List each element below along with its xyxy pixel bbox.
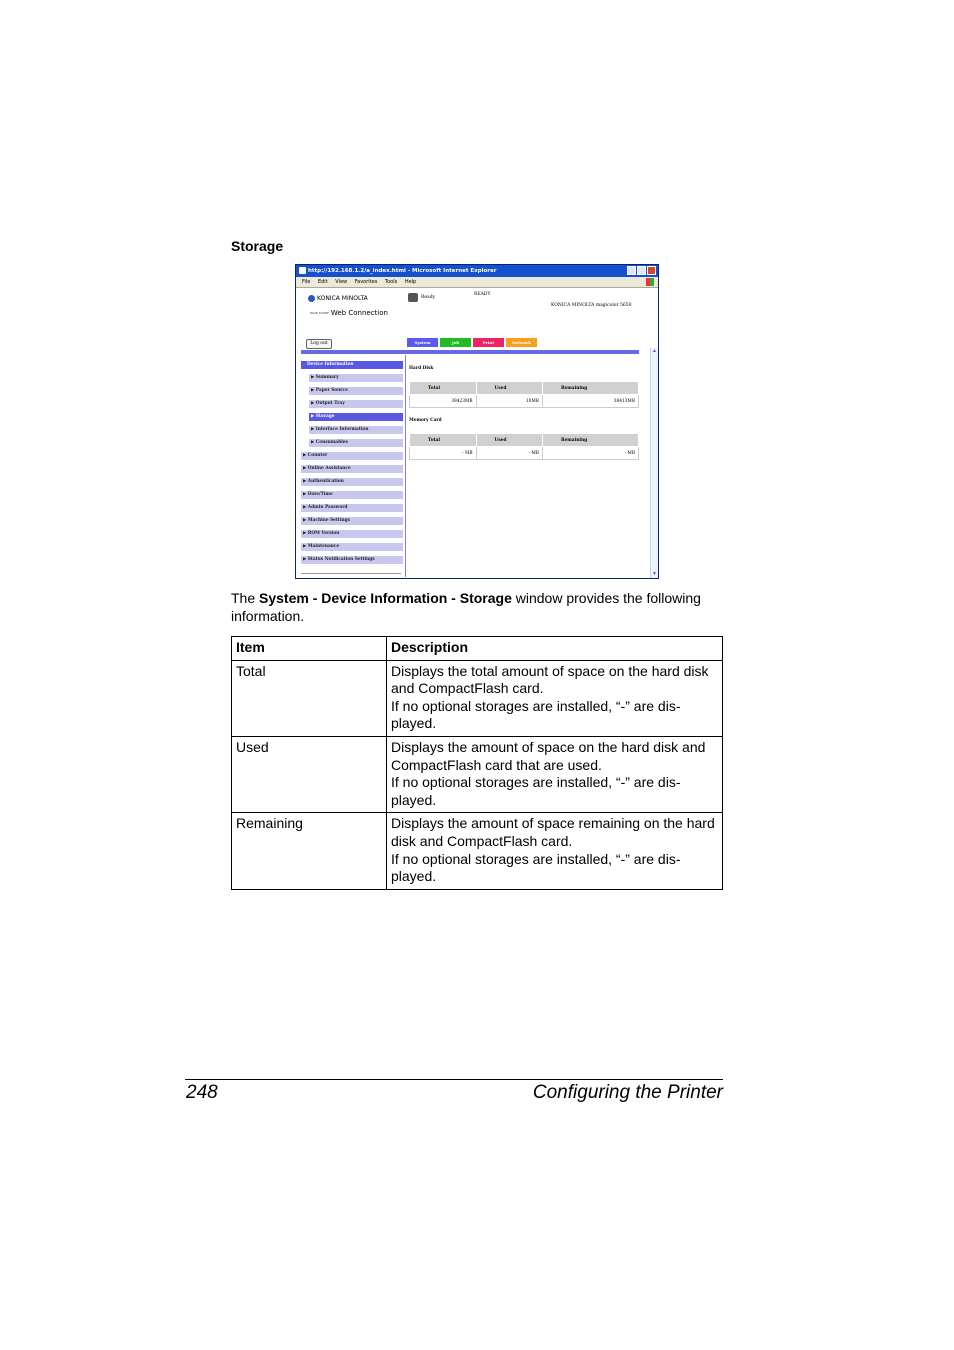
hd-total-value: 38423MB — [410, 395, 477, 408]
description-line: If no optional storages are installed, “-” are dis- — [391, 697, 681, 714]
nav-item-device-information[interactable]: Device Information — [301, 361, 403, 369]
header-item: Item — [232, 637, 387, 661]
logout-button[interactable]: Log out — [306, 339, 332, 349]
item-cell: Total — [232, 660, 387, 736]
description-line: CompactFlash card that are used. — [391, 756, 602, 773]
web-connection-logo — [310, 309, 388, 317]
globe-icon — [308, 295, 315, 302]
nav-item-summary[interactable]: ▶ Summary — [309, 374, 403, 382]
nav-item-storage[interactable]: ▶ Storage — [309, 413, 403, 421]
hd-header-used: Used — [476, 382, 542, 395]
nav-item-paper-source[interactable]: ▶ Paper Source — [309, 387, 403, 395]
mc-used-value: - MB — [476, 447, 542, 460]
nav-item-consumables[interactable]: ▶ Consumables — [309, 439, 403, 447]
nav-item-date-time[interactable]: ▶ Date/Time — [301, 491, 403, 499]
minimize-icon[interactable] — [627, 266, 636, 275]
window-title: http://192.168.1.2/a_index.html - Microsoft Internet Explorer — [308, 268, 497, 274]
description-line: played. — [391, 868, 437, 885]
menu-file[interactable]: File — [302, 279, 311, 285]
description-line: Displays the amount of space on the hard disk and — [391, 738, 706, 755]
memory-card-title: Memory Card — [409, 418, 442, 423]
chapter-title: Configuring the Printer — [532, 1082, 723, 1103]
description-line: disk and CompactFlash card. — [391, 832, 573, 849]
menu-help[interactable]: Help — [404, 279, 417, 285]
header-description: Description — [387, 637, 723, 661]
menu-edit[interactable]: Edit — [317, 279, 328, 285]
footer-rule — [185, 1079, 723, 1080]
para-text-pre: The — [231, 590, 260, 606]
hd-header-remaining: Remaining — [542, 382, 638, 395]
tab-network[interactable]: Network — [506, 338, 537, 347]
page-number: 248 — [186, 1082, 218, 1103]
vertical-scrollbar[interactable] — [650, 348, 658, 578]
menu-bar — [296, 277, 658, 288]
close-icon[interactable] — [647, 266, 656, 275]
nav-item-counter[interactable]: ▶ Counter — [301, 452, 403, 460]
ie-icon — [299, 267, 306, 274]
para-text-post: window provides the following information. — [231, 590, 701, 624]
item-cell: Used — [232, 736, 387, 812]
tab-system[interactable]: System — [407, 338, 438, 347]
description-table — [231, 636, 723, 890]
brand-name: KONICA MINOLTA — [317, 295, 368, 302]
description-line: and CompactFlash card. — [391, 680, 544, 697]
hd-header-total: Total — [410, 382, 477, 395]
nav-item-admin-password[interactable]: ▶ Admin Password — [301, 504, 403, 512]
description-line: If no optional storages are installed, “-” are dis- — [391, 850, 681, 867]
nav-item-authentication[interactable]: ▶ Authentication — [301, 478, 403, 486]
tab-print[interactable]: Print — [473, 338, 504, 347]
header-divider — [301, 350, 639, 354]
window-titlebar — [296, 265, 658, 277]
menu-favorites[interactable]: Favorites — [354, 279, 378, 285]
device-status: READY — [474, 292, 491, 297]
table-row — [232, 660, 723, 736]
hd-remaining-value: 38413MB — [542, 395, 638, 408]
table-row — [232, 813, 723, 889]
hard-disk-table — [409, 381, 639, 408]
windows-logo-icon — [646, 278, 654, 286]
printer-status: Ready — [421, 295, 436, 300]
nav-bottom-line — [301, 573, 401, 574]
intro-paragraph — [231, 589, 726, 625]
nav-item-interface-information[interactable]: ▶ Interface Information — [309, 426, 403, 434]
section-heading: Storage — [231, 238, 284, 254]
pagescope-label: PAGE SCOPE — [310, 310, 329, 315]
mc-remaining-value: - MB — [542, 447, 638, 460]
description-cell — [387, 736, 723, 812]
nav-item-online-assistance[interactable]: ▶ Online Assistance — [301, 465, 403, 473]
maximize-icon[interactable] — [637, 266, 646, 275]
mc-header-used: Used — [476, 434, 542, 447]
mc-total-value: - MB — [410, 447, 477, 460]
nav-item-output-tray[interactable]: ▶ Output Tray — [309, 400, 403, 408]
scroll-up-icon[interactable]: ▲ — [652, 348, 657, 354]
nav-item-maintenance[interactable]: ▶ Maintenance — [301, 543, 403, 551]
tab-job[interactable]: Job — [440, 338, 471, 347]
hd-used-value: 10MB — [476, 395, 542, 408]
description-line: If no optional storages are installed, “-” are dis- — [391, 774, 681, 791]
hard-disk-title: Hard Disk — [409, 366, 434, 371]
nav-item-rom-version[interactable]: ▶ ROM Version — [301, 530, 403, 538]
description-cell — [387, 813, 723, 889]
mc-header-total: Total — [410, 434, 477, 447]
description-cell — [387, 660, 723, 736]
description-line: played. — [391, 715, 437, 732]
browser-screenshot — [295, 264, 659, 579]
column-divider — [405, 355, 406, 577]
menu-view[interactable]: View — [335, 279, 348, 285]
para-window-path: System - Device Information - Storage — [259, 590, 512, 606]
web-connection-label: Web Connection — [330, 309, 388, 317]
device-model: KONICA MINOLTA magicolor 5650 — [551, 303, 632, 308]
description-line: Displays the amount of space remaining on the hard — [391, 815, 715, 832]
memory-card-table — [409, 433, 639, 460]
item-cell: Remaining — [232, 813, 387, 889]
brand-logo — [308, 295, 368, 302]
printer-icon — [408, 293, 418, 302]
scroll-down-icon[interactable]: ▼ — [652, 571, 657, 577]
description-line: Displays the total amount of space on the hard disk — [391, 662, 709, 679]
description-line: played. — [391, 791, 437, 808]
menu-tools[interactable]: Tools — [384, 279, 398, 285]
nav-item-machine-settings[interactable]: ▶ Machine Settings — [301, 517, 403, 525]
mc-header-remaining: Remaining — [542, 434, 638, 447]
table-row — [232, 736, 723, 812]
nav-item-status-notification-settings[interactable]: ▶ Status Notification Settings — [301, 556, 403, 564]
